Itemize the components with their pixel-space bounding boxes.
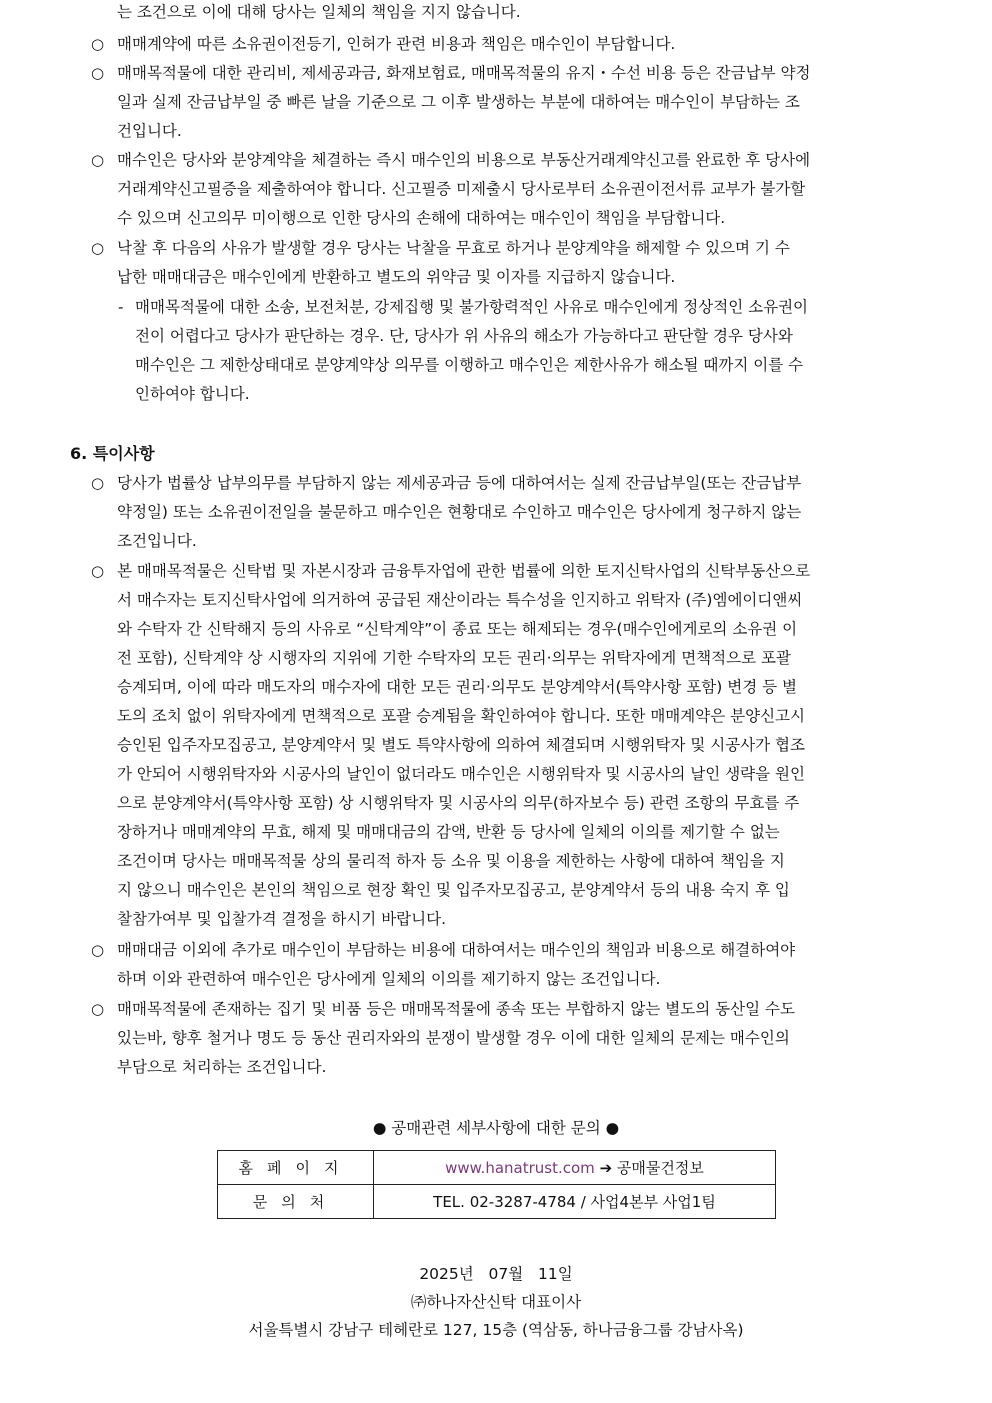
list-item [117, 59, 922, 146]
circle-bullet-icon: ○ [91, 151, 105, 169]
text-line: 장하거나 매매계약의 무효, 해제 및 매매대금의 감액, 반환 등 당사에 일체의 이의를 제기할 수 없는 [117, 823, 780, 841]
text-line: 수 있으며 신고의무 미이행으로 인한 당사의 손해에 대하여는 매수인이 책임을 부담합니다. [117, 209, 726, 227]
text-line: 조건이며 당사는 매매목적물 상의 물리적 하자 등 소유 및 이용을 제한하는 사항에 대하여 책임을 지 [117, 852, 785, 870]
text-line: 조건입니다. [117, 532, 197, 550]
text-line: 매매목적물에 대한 소송, 보전처분, 강제집행 및 불가항력적인 사유로 매수인에게 정상적인 소유권이 [135, 298, 809, 316]
text-line: 인하여야 합니다. [135, 385, 250, 403]
text-line: 서 매수자는 토지신탁사업에 의거하여 공급된 재산이라는 특수성을 인지하고 위탁자 (주)엠에이디앤씨 [117, 591, 803, 609]
table-row [218, 1151, 776, 1185]
circle-bullet-icon: ○ [91, 562, 105, 580]
circle-bullet-icon: ○ [91, 941, 105, 959]
circle-bullet-icon: ○ [91, 1000, 105, 1018]
text-line: 하며 이와 관련하여 매수인은 당사에게 일체의 이의를 제기하지 않는 조건입니다. [117, 970, 661, 988]
homepage-label: 홈페이지 [218, 1151, 374, 1185]
list-item [117, 234, 922, 292]
text-line: 매수인은 당사와 분양계약을 체결하는 즉시 매수인의 비용으로 부동산거래계약신고를 완료한 후 당사에 [117, 151, 811, 169]
list-item [117, 995, 922, 1082]
circle-bullet-icon: ○ [91, 35, 105, 53]
inquiry-table [217, 1150, 776, 1219]
company-name: ㈜하나자산신탁 대표이사 [410, 1293, 582, 1311]
list-item [117, 557, 922, 934]
table-row [218, 1185, 776, 1219]
text-line: 본 매매목적물은 신탁법 및 자본시장과 금융투자업에 관한 법률에 의한 토지신탁사업의 신탁부동산으로 [117, 562, 811, 580]
homepage-cell [374, 1151, 776, 1185]
homepage-link[interactable]: www.hanatrust.com [445, 1159, 595, 1177]
list-item [117, 146, 922, 233]
list-item [117, 936, 922, 994]
sub-list-item [135, 293, 922, 409]
list-item [117, 30, 922, 59]
continuation-text [117, 0, 922, 27]
text-line: 전 포함), 신탁계약 상 시행자의 지위에 기한 수탁자의 모든 권리·의무는 위탁자에게 면책적으로 포괄 [117, 649, 791, 667]
text-line: 약정일) 또는 소유권이전일을 불문하고 매수인은 현황대로 수인하고 매수인은 당사에게 청구하지 않는 [117, 503, 802, 521]
text-line: 도의 조치 없이 위탁자에게 면책적으로 포괄 승계됨을 확인하여야 합니다. 또한 매매계약은 분양신고시 [117, 707, 805, 725]
document-date: 2025년 07월 11일 [419, 1265, 573, 1283]
section-heading: 6. 특이사항 [70, 444, 155, 463]
company-address: 서울특별시 강남구 테헤란로 127, 15층 (역삼동, 하나금융그룹 강남사옥) [248, 1321, 744, 1339]
text-line: 는 조건으로 이에 대해 당사는 일체의 책임을 지지 않습니다. [117, 3, 521, 21]
text-line: 승인된 입주자모집공고, 분양계약서 및 별도 특약사항에 의하여 체결되며 시행위탁자 및 시공사가 협조 [117, 736, 805, 754]
text-line: 가 안되어 시행위탁자와 시공사의 날인이 없더라도 매수인은 시행위탁자 및 시공사의 날인 생략을 원인 [117, 765, 805, 783]
contact-label: 문의처 [218, 1185, 374, 1219]
text-line: 매매대금 이외에 추가로 매수인이 부담하는 비용에 대하여서는 매수인의 책임과 비용으로 해결하여야 [117, 941, 796, 959]
text-line: 와 수탁자 간 신탁해지 등의 사유로 “신탁계약”이 종료 또는 해제되는 경우(매수인에게로의 소유권 이 [117, 620, 798, 638]
text-line: 부담으로 처리하는 조건입니다. [117, 1058, 327, 1076]
text-line: 매매목적물에 존재하는 집기 및 비품 등은 매매목적물에 종속 또는 부합하지 않는 별도의 동산일 수도 [117, 1000, 795, 1018]
text-line: 찰참가여부 및 입찰가격 결정을 하시기 바랍니다. [117, 910, 447, 928]
contact-value: TEL. 02-3287-4784 / 사업4본부 사업1팀 [374, 1185, 776, 1219]
inquiry-title: ● 공매관련 세부사항에 대한 문의 ● [372, 1119, 620, 1137]
list-item [117, 469, 922, 556]
text-line: 거래계약신고필증을 제출하여야 합니다. 신고필증 미제출시 당사로부터 소유권이전서류 교부가 불가할 [117, 180, 806, 198]
text-line: 건입니다. [117, 122, 182, 140]
text-line: 으로 분양계약서(특약사항 포함) 상 시행위탁자 및 시공사의 의무(하자보수 등) 관련 조항의 무효를 주 [117, 794, 800, 812]
text-line: 일과 실제 잔금납부일 중 빠른 날을 기준으로 그 이후 발생하는 부분에 대하여는 매수인이 부담하는 조 [117, 93, 800, 111]
circle-bullet-icon: ○ [91, 239, 105, 257]
text-line: 있는바, 향후 철거나 명도 등 동산 권리자와의 분쟁이 발생할 경우 이에 대한 일체의 문제는 매수인의 [117, 1029, 790, 1047]
homepage-menu: 공매물건정보 [616, 1159, 704, 1177]
dash-bullet-icon: - [118, 298, 124, 316]
text-line: 승계되며, 이에 따라 매도자의 매수자에 대한 모든 권리·의무도 분양계약서(특약사항 포함) 변경 등 별 [117, 678, 797, 696]
text-line: 납한 매매대금은 매수인에게 반환하고 별도의 위약금 및 이자를 지급하지 않습니다. [117, 268, 676, 286]
circle-bullet-icon: ○ [91, 474, 105, 492]
text-line: 매매계약에 따른 소유권이전등기, 인허가 관련 비용과 책임은 매수인이 부담합니다. [117, 35, 676, 53]
circle-bullet-icon: ○ [91, 64, 105, 82]
text-line: 매수인은 그 제한상태대로 분양계약상 의무를 이행하고 매수인은 제한사유가 해소될 때까지 이를 수 [135, 356, 804, 374]
text-line: 당사가 법률상 납부의무를 부담하지 않는 제세공과금 등에 대하여서는 실제 잔금납부일(또는 잔금납부 [117, 474, 802, 492]
arrow-right-icon: ➔ [599, 1159, 613, 1177]
text-line: 전이 어렵다고 당사가 판단하는 경우. 단, 당사가 위 사유의 해소가 가능하다고 판단할 경우 당사와 [135, 327, 793, 345]
text-line: 매매목적물에 대한 관리비, 제세공과금, 화재보험료, 매매목적물의 유지・수선 비용 등은 잔금납부 약정 [117, 64, 811, 82]
text-line: 지 않으니 매수인은 본인의 책임으로 현장 확인 및 입주자모집공고, 분양계약서 등의 내용 숙지 후 입 [117, 881, 790, 899]
text-line: 낙찰 후 다음의 사유가 발생할 경우 당사는 낙찰을 무효로 하거나 분양계약을 해제할 수 있으며 기 수 [117, 239, 790, 257]
